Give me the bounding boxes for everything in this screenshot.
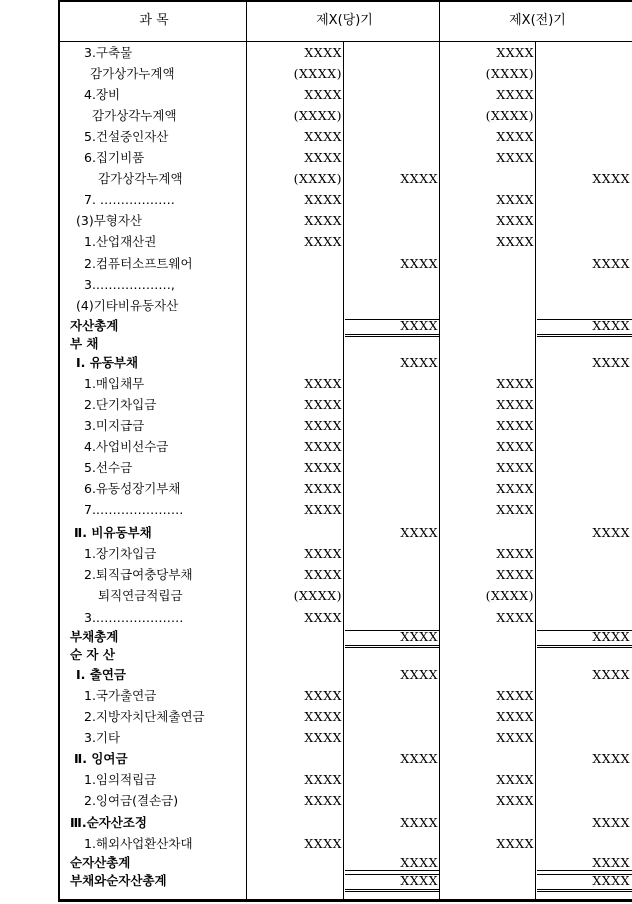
account-label: 3.기타 — [84, 730, 121, 745]
account-label: 2.퇴직급여충당부채 — [84, 567, 193, 582]
table-row — [60, 42, 632, 63]
account-label: 4.사업비선수금 — [84, 439, 169, 454]
account-label: 7.………………… — [84, 502, 184, 517]
current-total-amount — [346, 685, 438, 706]
table-row — [60, 231, 632, 252]
current-total-amount — [346, 436, 438, 457]
prior-detail-amount: XXXX — [496, 87, 534, 102]
current-detail-amount — [248, 333, 342, 354]
account-label: 감가상각누계액 — [98, 171, 183, 186]
current-detail-amount: (XXXX) — [293, 66, 342, 81]
prior-detail-amount: XXXX — [496, 793, 534, 808]
table-row — [60, 585, 632, 606]
current-total-amount — [346, 333, 438, 354]
balance-sheet-table — [58, 0, 632, 902]
prior-total-amount — [538, 105, 630, 126]
current-total-amount: XXXX — [400, 751, 438, 766]
header-prior-period: 제X(전)기 — [509, 13, 566, 28]
prior-total-amount — [538, 685, 630, 706]
prior-total-amount: XXXX — [592, 355, 630, 370]
table-row — [60, 84, 632, 105]
prior-detail-amount: XXXX — [496, 460, 534, 475]
prior-detail-amount: XXXX — [496, 439, 534, 454]
prior-detail-amount: XXXX — [496, 213, 534, 228]
current-detail-amount — [248, 274, 342, 295]
prior-detail-amount: XXXX — [496, 376, 534, 391]
table-row — [60, 543, 632, 564]
prior-total-amount — [538, 189, 630, 210]
prior-detail-amount: XXXX — [496, 129, 534, 144]
account-label: 부 채 — [70, 336, 99, 351]
prior-total-amount: XXXX — [592, 667, 630, 682]
current-total-amount — [346, 478, 438, 499]
table-row — [60, 685, 632, 706]
current-total-amount — [346, 790, 438, 811]
prior-total-amount — [538, 231, 630, 252]
account-label: Ⅲ.순자산조정 — [70, 815, 147, 830]
current-detail-amount: XXXX — [304, 192, 342, 207]
prior-total-amount — [538, 126, 630, 147]
account-label: 2.잉여금(결손금) — [84, 793, 179, 808]
current-total-amount: XXXX — [400, 171, 438, 186]
prior-detail-amount: XXXX — [496, 546, 534, 561]
prior-detail-amount: XXXX — [496, 730, 534, 745]
table-row — [60, 790, 632, 811]
current-detail-amount — [248, 748, 342, 769]
header-account: 과 목 — [139, 13, 169, 28]
table-row — [60, 126, 632, 147]
current-total-amount: XXXX — [400, 318, 438, 333]
current-detail-amount: XXXX — [304, 502, 342, 517]
current-detail-amount: (XXXX) — [293, 588, 342, 603]
account-label: 1.해외사업환산차대 — [84, 836, 193, 851]
prior-total-amount — [538, 394, 630, 415]
prior-detail-amount: XXXX — [496, 502, 534, 517]
current-total-amount — [346, 210, 438, 231]
prior-detail-amount — [440, 352, 534, 373]
prior-detail-amount: XXXX — [496, 234, 534, 249]
table-row — [60, 295, 632, 316]
prior-detail-amount: XXXX — [496, 45, 534, 60]
account-label: 감가상각누계액 — [92, 108, 177, 123]
current-detail-amount — [248, 295, 342, 316]
prior-detail-amount — [440, 333, 534, 354]
account-label: 5.건설중인자산 — [84, 129, 169, 144]
prior-detail-amount: XXXX — [496, 610, 534, 625]
prior-detail-amount: XXXX — [496, 772, 534, 787]
table-row — [60, 189, 632, 210]
current-total-amount — [346, 585, 438, 606]
table-row — [60, 870, 632, 891]
current-total-amount — [346, 457, 438, 478]
prior-total-amount: XXXX — [592, 171, 630, 186]
account-label: 2.지방자치단체출연금 — [84, 709, 205, 724]
account-label: 3.………………, — [84, 277, 175, 292]
prior-total-amount — [538, 769, 630, 790]
prior-detail-amount: XXXX — [496, 397, 534, 412]
account-label: 6.유동성장기부채 — [84, 481, 181, 496]
current-total-amount — [346, 769, 438, 790]
table-row — [60, 564, 632, 585]
table-row — [60, 253, 632, 274]
current-total-amount: XXXX — [400, 525, 438, 540]
current-total-amount: XXXX — [400, 256, 438, 271]
prior-detail-amount — [440, 522, 534, 543]
table-row — [60, 727, 632, 748]
account-label: (3)무형자산 — [76, 213, 143, 228]
table-row — [60, 210, 632, 231]
current-detail-amount: XXXX — [304, 87, 342, 102]
prior-total-amount: XXXX — [592, 318, 630, 333]
current-total-amount — [346, 499, 438, 520]
prior-total-amount — [538, 295, 630, 316]
current-total-amount — [346, 147, 438, 168]
prior-detail-amount: XXXX — [496, 709, 534, 724]
current-detail-amount: XXXX — [304, 397, 342, 412]
table-row — [60, 373, 632, 394]
prior-total-amount — [538, 644, 630, 665]
current-detail-amount: XXXX — [304, 213, 342, 228]
current-detail-amount: (XXXX) — [293, 171, 342, 186]
account-label: Ⅰ. 출연금 — [76, 667, 126, 682]
current-total-amount — [346, 833, 438, 854]
prior-detail-amount — [440, 812, 534, 833]
current-total-amount — [346, 189, 438, 210]
table-row — [60, 274, 632, 295]
current-detail-amount: (XXXX) — [293, 108, 342, 123]
current-detail-amount: XXXX — [304, 730, 342, 745]
account-label: 3.구축물 — [84, 45, 133, 60]
current-detail-amount: XXXX — [304, 45, 342, 60]
current-total-amount — [346, 126, 438, 147]
prior-total-amount — [538, 706, 630, 727]
current-detail-amount — [248, 664, 342, 685]
current-detail-amount: XXXX — [304, 610, 342, 625]
current-total-amount — [346, 105, 438, 126]
prior-total-amount — [538, 457, 630, 478]
current-total-amount — [346, 706, 438, 727]
prior-detail-amount — [440, 748, 534, 769]
account-label: 1.산업재산권 — [84, 234, 157, 249]
table-row — [60, 706, 632, 727]
account-label: Ⅱ. 비유동부채 — [74, 525, 152, 540]
table-row — [60, 394, 632, 415]
account-label: 5.선수금 — [84, 460, 133, 475]
current-total-amount: XXXX — [400, 873, 438, 888]
table-row — [60, 522, 632, 543]
prior-detail-amount: XXXX — [496, 567, 534, 582]
current-total-amount — [346, 543, 438, 564]
current-detail-amount — [248, 644, 342, 665]
current-detail-amount: XXXX — [304, 418, 342, 433]
prior-total-amount — [538, 84, 630, 105]
current-total-amount — [346, 564, 438, 585]
account-label: 1.임의적립금 — [84, 772, 157, 787]
current-detail-amount: XXXX — [304, 129, 342, 144]
prior-total-amount — [538, 63, 630, 84]
prior-total-amount — [538, 833, 630, 854]
prior-total-amount — [538, 436, 630, 457]
table-row — [60, 436, 632, 457]
table-row — [60, 607, 632, 628]
account-label: 3.미지급금 — [84, 418, 145, 433]
prior-total-amount — [538, 478, 630, 499]
prior-total-amount — [538, 564, 630, 585]
current-total-amount — [346, 274, 438, 295]
prior-detail-amount — [440, 253, 534, 274]
prior-detail-amount: (XXXX) — [485, 108, 534, 123]
prior-total-amount — [538, 147, 630, 168]
prior-detail-amount: XXXX — [496, 192, 534, 207]
account-label: 감가상가누계액 — [90, 66, 175, 81]
account-label: 부채와순자산총계 — [70, 873, 167, 888]
current-total-amount: XXXX — [400, 855, 438, 870]
prior-total-amount — [538, 585, 630, 606]
table-row — [60, 457, 632, 478]
prior-detail-amount — [440, 664, 534, 685]
prior-total-amount — [538, 333, 630, 354]
current-total-amount — [346, 295, 438, 316]
account-label: 6.집기비품 — [84, 150, 145, 165]
current-detail-amount — [248, 870, 342, 891]
prior-total-amount: XXXX — [592, 751, 630, 766]
prior-detail-amount — [440, 870, 534, 891]
table-row — [60, 352, 632, 373]
prior-detail-amount: XXXX — [496, 481, 534, 496]
header-current-period: 제X(당)기 — [316, 13, 373, 28]
table-row — [60, 748, 632, 769]
current-total-amount — [346, 84, 438, 105]
account-label: 자산총계 — [70, 318, 119, 333]
prior-detail-amount: (XXXX) — [485, 66, 534, 81]
prior-total-amount: XXXX — [592, 256, 630, 271]
table-row — [60, 812, 632, 833]
prior-detail-amount: XXXX — [496, 150, 534, 165]
table-row — [60, 499, 632, 520]
prior-detail-amount: XXXX — [496, 688, 534, 703]
account-label: 3.………………… — [84, 610, 184, 625]
prior-total-amount — [538, 727, 630, 748]
table-row — [60, 168, 632, 189]
account-label: 순자산총계 — [70, 855, 131, 870]
prior-detail-amount: XXXX — [496, 418, 534, 433]
table-row — [60, 147, 632, 168]
current-detail-amount: XXXX — [304, 836, 342, 851]
table-row — [60, 769, 632, 790]
current-detail-amount — [248, 522, 342, 543]
current-detail-amount: XXXX — [304, 481, 342, 496]
current-detail-amount: XXXX — [304, 234, 342, 249]
current-detail-amount: XXXX — [304, 439, 342, 454]
account-label: 순 자 산 — [70, 647, 115, 662]
prior-total-amount: XXXX — [592, 873, 630, 888]
account-label: 1.장기차입금 — [84, 546, 157, 561]
table-row — [60, 63, 632, 84]
table-row — [60, 105, 632, 126]
table-row — [60, 644, 632, 665]
current-detail-amount: XXXX — [304, 376, 342, 391]
prior-total-amount — [538, 415, 630, 436]
prior-detail-amount — [440, 168, 534, 189]
current-detail-amount: XXXX — [304, 460, 342, 475]
current-detail-amount: XXXX — [304, 793, 342, 808]
current-total-amount — [346, 42, 438, 63]
account-label: Ⅱ. 잉여금 — [74, 751, 128, 766]
prior-detail-amount — [440, 295, 534, 316]
current-detail-amount: XXXX — [304, 772, 342, 787]
current-detail-amount — [248, 253, 342, 274]
prior-detail-amount — [440, 644, 534, 665]
prior-detail-amount: (XXXX) — [485, 588, 534, 603]
prior-detail-amount — [440, 274, 534, 295]
prior-total-amount — [538, 42, 630, 63]
current-total-amount: XXXX — [400, 667, 438, 682]
current-total-amount: XXXX — [400, 355, 438, 370]
account-label: 7. ……………… — [84, 192, 175, 207]
prior-total-amount — [538, 210, 630, 231]
account-label: 2.단기차입금 — [84, 397, 157, 412]
account-label: 부채총계 — [70, 629, 119, 644]
current-total-amount: XXXX — [400, 629, 438, 644]
prior-total-amount: XXXX — [592, 525, 630, 540]
current-total-amount — [346, 394, 438, 415]
current-detail-amount — [248, 352, 342, 373]
current-total-amount — [346, 644, 438, 665]
current-total-amount — [346, 231, 438, 252]
current-detail-amount: XXXX — [304, 150, 342, 165]
current-total-amount — [346, 727, 438, 748]
table-row — [60, 333, 632, 354]
account-label: 2.컴퓨터소프트웨어 — [84, 256, 193, 271]
table-row — [60, 415, 632, 436]
prior-total-amount: XXXX — [592, 629, 630, 644]
table-row — [60, 833, 632, 854]
prior-total-amount — [538, 543, 630, 564]
prior-detail-amount: XXXX — [496, 836, 534, 851]
table-row — [60, 478, 632, 499]
account-label: Ⅰ. 유동부채 — [76, 355, 139, 370]
prior-total-amount: XXXX — [592, 815, 630, 830]
prior-total-amount: XXXX — [592, 855, 630, 870]
current-detail-amount: XXXX — [304, 709, 342, 724]
account-label: 1.매입채무 — [84, 376, 145, 391]
current-detail-amount: XXXX — [304, 688, 342, 703]
prior-total-amount — [538, 274, 630, 295]
current-detail-amount: XXXX — [304, 546, 342, 561]
prior-total-amount — [538, 499, 630, 520]
current-total-amount — [346, 63, 438, 84]
current-total-amount — [346, 373, 438, 394]
current-detail-amount — [248, 812, 342, 833]
current-detail-amount: XXXX — [304, 567, 342, 582]
current-total-amount: XXXX — [400, 815, 438, 830]
table-row — [60, 664, 632, 685]
prior-total-amount — [538, 373, 630, 394]
current-total-amount — [346, 415, 438, 436]
prior-total-amount — [538, 790, 630, 811]
account-label: (4)기타비유동자산 — [76, 298, 179, 313]
account-label: 퇴직연금적립금 — [98, 588, 183, 603]
prior-total-amount — [538, 607, 630, 628]
account-label: 4.장비 — [84, 87, 121, 102]
current-total-amount — [346, 607, 438, 628]
account-label: 1.국가출연금 — [84, 688, 157, 703]
